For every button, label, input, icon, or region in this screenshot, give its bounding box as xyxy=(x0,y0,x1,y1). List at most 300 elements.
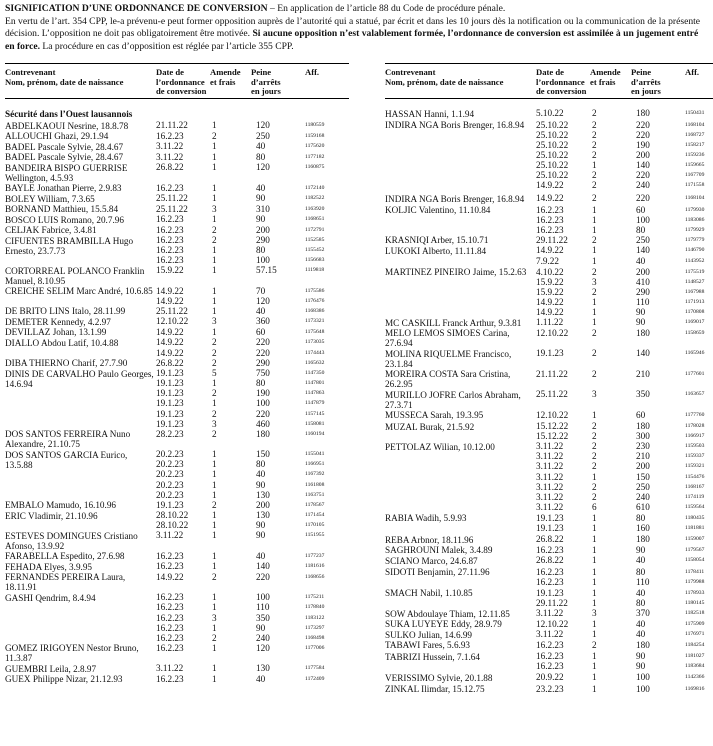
order-date: 16.2.23 xyxy=(156,224,184,235)
detention-days: 220 xyxy=(636,129,650,140)
order-line xyxy=(155,459,349,469)
table-row xyxy=(385,348,713,369)
detention-days: 80 xyxy=(636,597,646,608)
order-line xyxy=(535,441,713,451)
order-lines xyxy=(155,204,349,214)
detention-days: 180 xyxy=(636,534,650,545)
case-number: 1159321 xyxy=(685,463,705,470)
order-date: 16.2.23 xyxy=(156,182,184,193)
fine-count: 2 xyxy=(592,129,597,140)
detention-days: 40 xyxy=(636,618,646,629)
order-date: 19.1.23 xyxy=(156,398,184,409)
order-date: 16.2.23 xyxy=(156,622,184,633)
order-date: 25.10.22 xyxy=(536,129,569,140)
detention-days: 140 xyxy=(256,561,270,572)
offender-name: CELJAK Fabrice, 3.4.81 xyxy=(5,225,97,235)
order-date: 19.1.23 xyxy=(536,587,564,598)
detention-days: 110 xyxy=(636,576,650,587)
table-row xyxy=(385,328,713,349)
detention-days: 410 xyxy=(636,276,650,287)
fine-count: 2 xyxy=(592,108,597,118)
case-number: 1175909 xyxy=(685,620,705,627)
detention-days: 240 xyxy=(636,180,650,191)
fine-count: 2 xyxy=(592,139,597,150)
case-number: 1180145 xyxy=(685,599,705,606)
order-lines xyxy=(535,410,713,420)
case-number: 1174443 xyxy=(305,349,325,356)
order-lines xyxy=(535,608,713,618)
case-number: 1176971 xyxy=(685,631,705,637)
case-number: 1175648 xyxy=(305,328,325,335)
detention-days: 190 xyxy=(256,388,270,399)
fine-count: 1 xyxy=(592,683,597,694)
fine-count: 2 xyxy=(592,421,597,432)
order-date: 28.10.22 xyxy=(156,510,189,521)
fine-count: 1 xyxy=(212,245,217,256)
order-line xyxy=(535,130,713,140)
fine-count: 1 xyxy=(212,602,217,613)
notice-header xyxy=(5,3,708,53)
order-line xyxy=(535,328,713,338)
fine-count: 1 xyxy=(212,530,217,541)
order-line xyxy=(535,555,713,565)
case-number: 1163657 xyxy=(685,391,705,398)
order-lines xyxy=(535,534,713,544)
detention-days: 120 xyxy=(256,120,270,130)
detention-days: 210 xyxy=(636,451,650,462)
fine-count: 3 xyxy=(212,316,217,327)
order-date: 3.11.22 xyxy=(536,451,564,462)
offender-name: GUEMBRI Leila, 2.8.97 xyxy=(5,663,97,674)
offender-name: SULKO Julian, 14.6.99 xyxy=(385,629,473,640)
table-row xyxy=(385,588,713,608)
order-lines xyxy=(535,317,713,327)
order-date: 26.8.22 xyxy=(536,555,564,566)
order-date: 3.11.22 xyxy=(536,608,564,618)
fine-count: 3 xyxy=(592,276,597,287)
offender-name: MURILLO JOFRE Carlos Abraham, 27.3.71 xyxy=(385,389,521,410)
order-line xyxy=(155,162,349,172)
case-number: 1182522 xyxy=(305,195,325,201)
case-number: 1147350 xyxy=(305,370,325,377)
detention-days: 180 xyxy=(636,108,650,118)
offender-name: TABAWI Fares, 5.6.93 xyxy=(385,640,471,650)
table-row xyxy=(385,120,713,191)
fine-count: 1 xyxy=(592,629,597,639)
fine-count: 2 xyxy=(212,632,217,643)
order-date: 29.11.22 xyxy=(536,234,568,245)
offender-name: CREICHE SELIM Marc André, 10.6.85 xyxy=(5,286,153,297)
fine-count: 2 xyxy=(592,119,597,130)
case-number: 1167988 xyxy=(685,288,705,295)
order-date: 16.2.23 xyxy=(156,255,184,266)
detention-days: 200 xyxy=(636,266,650,277)
case-number: 1170808 xyxy=(685,309,705,315)
records-list-right xyxy=(385,108,713,694)
order-line xyxy=(155,429,349,439)
order-line xyxy=(155,500,349,510)
detention-days: 110 xyxy=(256,602,270,613)
detention-days: 220 xyxy=(256,571,270,582)
fine-count: 2 xyxy=(212,347,217,358)
fine-count: 2 xyxy=(592,193,597,204)
case-number: 1152585 xyxy=(305,237,325,243)
order-line xyxy=(535,651,713,661)
detention-days: 120 xyxy=(256,295,270,306)
table-row xyxy=(385,555,713,566)
order-line xyxy=(535,307,713,317)
case-number: 1173321 xyxy=(305,318,325,325)
order-date: 12.10.22 xyxy=(536,409,569,420)
order-line xyxy=(155,561,349,571)
fine-count: 2 xyxy=(592,266,597,277)
detention-days: 290 xyxy=(636,286,650,297)
fine-count: 2 xyxy=(212,571,217,582)
order-line xyxy=(535,684,713,694)
fine-count: 2 xyxy=(592,348,597,359)
detention-days: 110 xyxy=(636,296,650,307)
detention-days: 60 xyxy=(256,326,266,337)
detention-days: 220 xyxy=(636,193,650,204)
detention-days: 220 xyxy=(636,119,650,130)
offender-name: DEMETER Kennedy, 4.2.97 xyxy=(5,316,111,327)
case-number: 1179988 xyxy=(685,578,705,585)
order-lines xyxy=(535,619,713,629)
detention-days: 360 xyxy=(256,316,270,327)
column-header-date: Date de l’ordonnance de conversion xyxy=(536,67,587,97)
table-row xyxy=(385,245,713,265)
order-date: 14.9.22 xyxy=(536,296,564,307)
offender-name: DIBA THIERNO Charif, 27.7.90 xyxy=(5,358,128,369)
detention-days: 220 xyxy=(636,169,650,180)
order-date: 28.10.22 xyxy=(156,520,189,531)
order-line xyxy=(535,140,713,150)
offender-name: SOW Abdoulaye Thiam, 12.11.85 xyxy=(385,608,510,619)
order-date: 7.9.22 xyxy=(536,255,559,266)
order-date: 3.11.22 xyxy=(156,141,184,151)
order-lines xyxy=(155,141,349,151)
case-number: 1179779 xyxy=(685,236,705,243)
order-date: 14.9.22 xyxy=(536,193,564,204)
offender-name: HASSAN Hanni, 1.1.94 xyxy=(385,108,475,119)
order-lines xyxy=(155,674,349,684)
case-number: 1147879 xyxy=(305,400,325,407)
order-line xyxy=(155,183,349,193)
order-line xyxy=(155,674,349,684)
offender-name: KOLJIC Valentino, 11.10.84 xyxy=(385,205,491,216)
table-top-rule xyxy=(5,63,349,64)
fine-count: 1 xyxy=(592,618,597,629)
case-number: 1177237 xyxy=(305,552,325,559)
table-row xyxy=(385,651,713,671)
case-number: 1158659 xyxy=(685,329,705,336)
offender-name: FARABELLA Espedito, 27.6.98 xyxy=(5,551,125,562)
table-row xyxy=(5,316,349,327)
table-row xyxy=(5,592,349,642)
order-line xyxy=(155,520,349,530)
offender-name: CIFUENTES BRAMBILLA Hugo Ernesto, 23.7.73 xyxy=(5,235,134,256)
order-line xyxy=(155,193,349,203)
order-lines xyxy=(535,235,713,245)
case-number: 1181616 xyxy=(305,563,325,570)
order-date: 3.11.22 xyxy=(156,530,184,541)
case-number: 1161808 xyxy=(305,481,325,488)
fine-count: 1 xyxy=(212,469,217,480)
fine-count: 1 xyxy=(592,672,597,683)
detention-days: 100 xyxy=(256,398,270,409)
detention-days: 250 xyxy=(636,234,650,245)
column-header-case: Aff. xyxy=(305,67,320,77)
detention-days: 60 xyxy=(636,204,646,215)
fine-count: 1 xyxy=(212,622,217,633)
offender-name: GUEX Philippe Nizar, 21.12.93 xyxy=(5,674,123,685)
order-date: 19.1.23 xyxy=(536,523,564,534)
order-date: 14.9.22 xyxy=(156,571,184,582)
case-number: 1171913 xyxy=(685,298,705,305)
order-date: 16.2.23 xyxy=(156,561,184,572)
case-number: 1171454 xyxy=(305,512,325,519)
fine-count: 2 xyxy=(592,481,597,492)
order-date: 16.2.23 xyxy=(536,639,564,650)
order-lines xyxy=(155,572,349,582)
order-date: 15.9.22 xyxy=(536,286,564,297)
order-line xyxy=(535,389,713,399)
case-number: 1150431 xyxy=(685,110,705,116)
case-number: 1169017 xyxy=(685,319,705,326)
column-header-days: Peine d’arrêts en jours xyxy=(631,67,661,97)
detention-days: 610 xyxy=(636,501,650,512)
detention-days: 100 xyxy=(636,214,650,225)
table-row xyxy=(5,265,349,286)
offender-name: SAGHROUNI Malek, 3.4.89 xyxy=(385,545,493,556)
order-date: 25.11.22 xyxy=(156,193,188,203)
table-row xyxy=(385,619,713,630)
order-line xyxy=(155,296,349,306)
offender-name: MELO LEMOS SIMOES Carina, 27.6.94 xyxy=(385,328,510,349)
case-number: 1177006 xyxy=(305,644,325,651)
order-lines xyxy=(155,663,349,673)
fine-count: 2 xyxy=(592,149,597,160)
table-row xyxy=(5,214,349,225)
table-row xyxy=(385,441,713,512)
offender-name: INDIRA NGA Boris Brenger, 16.8.94 xyxy=(385,193,525,204)
records-list-left xyxy=(5,120,349,684)
fine-count: 2 xyxy=(592,169,597,180)
table-row xyxy=(385,205,713,235)
case-number: 1179567 xyxy=(685,546,705,553)
offender-name: PETTOLAZ Wilian, 10.12.00 xyxy=(385,441,495,452)
fine-count: 3 xyxy=(212,612,217,623)
order-date: 16.2.23 xyxy=(156,612,184,623)
case-number: 1154476 xyxy=(685,473,705,480)
detention-days: 40 xyxy=(256,673,266,684)
detention-days: 180 xyxy=(636,421,650,432)
case-number: 1179929 xyxy=(685,226,705,233)
detention-days: 140 xyxy=(636,245,650,256)
order-date: 26.8.22 xyxy=(156,357,184,368)
fine-count: 1 xyxy=(212,449,217,460)
order-date: 25.11.22 xyxy=(156,203,188,214)
order-date: 20.2.23 xyxy=(156,469,184,480)
fine-count: 1 xyxy=(212,592,217,603)
offender-name: BADEL Pascale Sylvie, 28.4.67 xyxy=(5,141,124,152)
fine-count: 1 xyxy=(212,673,217,684)
case-number: 1168727 xyxy=(685,131,705,138)
order-date: 15.12.22 xyxy=(536,421,569,432)
detention-days: 200 xyxy=(256,499,270,510)
case-number: 1167709 xyxy=(685,171,705,178)
order-line xyxy=(535,588,713,598)
order-line xyxy=(535,640,713,650)
offender-name: MARTINEZ PINEIRO Jaime, 15.2.63 xyxy=(385,267,527,278)
offender-name: TABRIZI Hussein, 7.1.64 xyxy=(385,651,480,662)
column-header-name: Contrevenant Nom, prénom, date de naissance xyxy=(5,67,124,87)
order-lines xyxy=(155,327,349,337)
order-line xyxy=(155,358,349,368)
case-number: 1177760 xyxy=(685,411,705,418)
detention-days: 90 xyxy=(636,651,646,661)
fine-count: 1 xyxy=(592,587,597,598)
order-lines xyxy=(155,131,349,141)
offender-name: MC CASKILL Franck Arthur, 9.3.81 xyxy=(385,317,522,328)
order-line xyxy=(155,337,349,347)
fine-count: 1 xyxy=(592,255,597,266)
fine-count: 1 xyxy=(212,265,217,276)
order-date: 16.2.23 xyxy=(156,130,184,141)
order-date: 12.10.22 xyxy=(156,316,189,327)
fine-count: 1 xyxy=(592,534,597,545)
order-lines xyxy=(535,588,713,608)
order-lines xyxy=(535,245,713,265)
order-date: 1.11.22 xyxy=(536,317,564,328)
order-lines xyxy=(535,328,713,338)
case-number: 1175620 xyxy=(305,143,325,149)
offender-name: VERISSIMO Sylvie, 20.1.88 xyxy=(385,672,493,683)
detention-days: 90 xyxy=(256,214,266,224)
order-date: 25.11.22 xyxy=(536,389,568,400)
order-line xyxy=(155,449,349,459)
detention-days: 40 xyxy=(256,305,266,316)
detention-days: 80 xyxy=(256,459,266,470)
order-date: 20.2.23 xyxy=(156,449,184,460)
order-date: 19.1.23 xyxy=(536,348,564,359)
order-date: 16.2.23 xyxy=(536,214,564,225)
fine-count: 2 xyxy=(592,639,597,650)
order-lines xyxy=(155,368,349,429)
offender-name: FEHADA Elyes, 3.9.95 xyxy=(5,561,93,572)
case-number: 1177182 xyxy=(305,153,325,160)
order-lines xyxy=(155,530,349,540)
table-row xyxy=(5,120,349,131)
table-row xyxy=(385,235,713,246)
fine-count: 1 xyxy=(212,193,217,203)
fine-count: 2 xyxy=(592,491,597,502)
order-line xyxy=(155,286,349,296)
fine-count: 1 xyxy=(592,159,597,170)
order-lines xyxy=(155,265,349,275)
order-line xyxy=(535,523,713,533)
offender-name: MOREIRA COSTA Sara Cristina, 26.2.95 xyxy=(385,369,511,390)
table-row xyxy=(385,684,713,695)
case-number: 1166951 xyxy=(305,461,325,468)
detention-days: 290 xyxy=(256,357,270,368)
order-line xyxy=(155,613,349,623)
order-line xyxy=(535,608,713,618)
order-lines xyxy=(155,152,349,162)
case-number: 1160194 xyxy=(305,430,325,437)
order-lines xyxy=(155,183,349,193)
order-line xyxy=(535,205,713,215)
order-date: 14.9.22 xyxy=(156,285,184,296)
detention-days: 80 xyxy=(256,378,266,389)
order-date: 25.11.22 xyxy=(156,305,188,316)
table-row xyxy=(5,225,349,236)
order-line xyxy=(155,214,349,224)
detention-days: 130 xyxy=(256,510,270,521)
offender-name: RABIA Wadih, 5.9.93 xyxy=(385,513,467,524)
offender-name: BORNAND Matthieu, 15.5.84 xyxy=(5,204,119,214)
order-date: 15.9.22 xyxy=(156,265,184,276)
detention-days: 290 xyxy=(256,235,270,245)
offender-name: ZINKAL Ilimdar, 15.12.75 xyxy=(385,684,485,695)
order-date: 25.10.22 xyxy=(536,169,569,180)
case-number: 1177601 xyxy=(685,370,705,377)
order-date: 26.8.22 xyxy=(156,162,184,172)
order-line xyxy=(155,120,349,130)
offender-name: EMBALO Mamudo, 16.10.96 xyxy=(5,500,117,511)
order-line xyxy=(535,461,713,471)
order-line xyxy=(155,368,349,378)
fine-count: 3 xyxy=(592,608,597,618)
column-header-days: Peine d’arrêts en jours xyxy=(251,67,281,97)
order-lines xyxy=(155,286,349,306)
order-line xyxy=(155,388,349,398)
table-row xyxy=(5,663,349,674)
case-number: 1158081 xyxy=(305,420,325,427)
order-lines xyxy=(535,629,713,639)
fine-count: 1 xyxy=(212,479,217,490)
offender-name: DIALLO Abdou Latif, 10.4.88 xyxy=(5,337,119,348)
order-line xyxy=(535,160,713,170)
fine-count: 1 xyxy=(212,642,217,653)
order-lines xyxy=(155,561,349,571)
order-line xyxy=(155,623,349,633)
order-date: 19.1.23 xyxy=(156,378,184,389)
column-header-case: Aff. xyxy=(685,67,700,77)
order-date: 15.9.22 xyxy=(536,276,564,287)
case-number: 1183122 xyxy=(305,614,325,621)
case-number: 1170105 xyxy=(305,522,325,529)
table-row xyxy=(5,141,349,152)
order-line xyxy=(535,672,713,682)
order-date: 19.1.23 xyxy=(156,368,184,379)
order-date: 16.2.23 xyxy=(536,651,564,661)
fine-count: 1 xyxy=(592,544,597,555)
detention-days: 140 xyxy=(636,159,650,170)
offender-name: SMACH Nabil, 1.10.85 xyxy=(385,588,473,599)
detention-days: 100 xyxy=(636,683,650,694)
order-line xyxy=(155,316,349,326)
table-row xyxy=(5,510,349,530)
order-date: 14.9.22 xyxy=(156,326,184,337)
order-line xyxy=(535,245,713,255)
table-row xyxy=(5,327,349,338)
order-line xyxy=(535,451,713,461)
order-lines xyxy=(155,592,349,642)
case-number: 1163751 xyxy=(305,491,325,498)
case-number: 1158217 xyxy=(685,141,705,148)
table-row xyxy=(5,674,349,685)
